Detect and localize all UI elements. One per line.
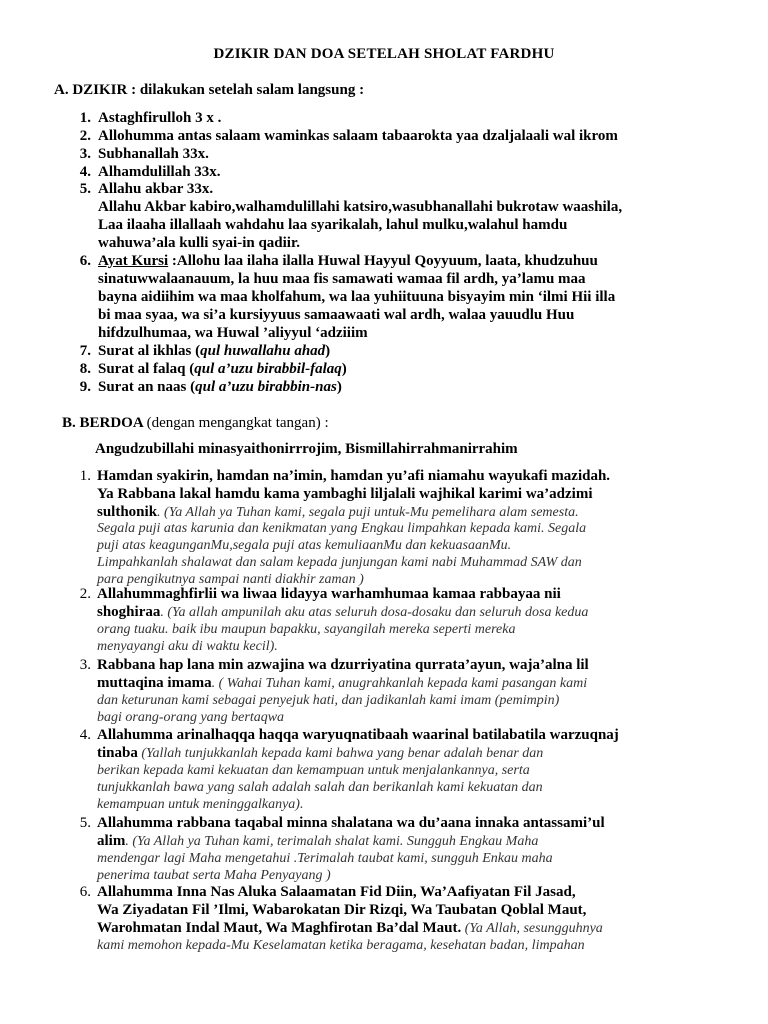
- item-number: 3.: [79, 657, 91, 673]
- dzikir-line: hifdzulhumaa, wa Huwal ’aliyyul ‘adziiim: [98, 325, 368, 341]
- translation-line: Segala puji atas karunia dan kenikmatan yang Engkau limpahkan kepada kami. Segala: [97, 521, 587, 536]
- translation-line: kemampuan untuk meninggalkanya).: [97, 797, 304, 812]
- dzikir-line: Allahu akbar 33x.: [98, 181, 214, 197]
- dzikir-line: bayna aidiihim wa maa kholfahum, wa laa yuhiituuna bisyayim min ‘ilmi Hii illa: [98, 289, 616, 305]
- page-title: DZIKIR DAN DOA SETELAH SHOLAT FARDHU: [213, 46, 555, 62]
- translation-line: dan keturunan kami sebagai penyejuk hati, dan jadikanlah kami imam (pemimpin): [97, 693, 560, 708]
- dzikir-line: Astaghfirulloh 3 x .: [98, 110, 222, 126]
- item-number: 4.: [79, 164, 91, 180]
- doa-line: Allahummaghfirlii wa liwaa lidayya warhamhumaa kamaa rabbayaa nii: [97, 586, 561, 602]
- dzikir-line: Subhanallah 33x.: [98, 146, 209, 162]
- item-number: 1.: [79, 110, 91, 126]
- dzikir-line: bi maa syaa, wa si’a kursiyyuus samaawaati wal ardh, walaa yauudlu Huu: [98, 307, 575, 323]
- dzikir-line: Laa ilaaha illallaah wahdahu laa syarikalah, lahul mulku,walahul hamdu: [98, 217, 568, 233]
- translation-line: tunjukkanlah bawa yang salah adalah salah dan berikanlah kami kekuatan dan: [97, 780, 543, 795]
- item-number: 7.: [79, 343, 91, 359]
- item-number: 6.: [79, 253, 91, 269]
- doa-line: Ya Rabbana lakal hamdu kama yambaghi liljalali wajhikal karimi wa’adzimi: [97, 486, 593, 502]
- dzikir-line: wahuwa’ala kulli syai-in qadiir.: [98, 235, 301, 251]
- item-number: 2.: [79, 128, 91, 144]
- dzikir-line: Allahu Akbar kabiro,walhamdulillahi katsiro,wasubhanallahi bukrotaw waashila,: [98, 199, 623, 215]
- dzikir-line: sinatuwwalaanauum, la huu maa fis samawati wamaa fil ardh, ya’lamu maa: [98, 271, 586, 287]
- translation-line: para pengikutnya sampai nanti diakhir zaman ): [97, 572, 364, 587]
- translation-line: kami memohon kepada-Mu Keselamatan ketika beragama, kesehatan badan, limpahan: [97, 938, 585, 953]
- surat-line: Surat an naas (qul a’uzu birabbin-nas): [98, 379, 342, 395]
- translation-line: berikan kepada kami kekuatan dan kemampuan untuk menjalankannya, serta: [97, 763, 530, 778]
- doa-line: shoghiraa. (Ya allah ampunilah aku atas seluruh dosa-dosaku dan seluruh dosa kedua: [97, 604, 589, 620]
- dzikir-line: Alhamdulillah 33x.: [98, 164, 221, 180]
- surat-line: Surat al falaq (qul a’uzu birabbil-falaq): [98, 361, 347, 377]
- doa-line: Allahumma Inna Nas Aluka Salaamatan Fid Diin, Wa’Aafiyatan Fil Jasad,: [97, 884, 576, 900]
- item-number: 6.: [79, 884, 91, 900]
- section-a-heading: A. DZIKIR : dilakukan setelah salam langsung :: [54, 82, 365, 98]
- item-number: 4.: [79, 727, 91, 743]
- item-number: 2.: [79, 586, 91, 602]
- opening-prayer: Angudzubillahi minasyaithonirrrojim, Bismillahirrahmanirrahim: [95, 441, 518, 457]
- dzikir-line: Allohumma antas salaam waminkas salaam tabaarokta yaa dzaljalaali wal ikrom: [98, 128, 618, 144]
- surat-line: Surat al ikhlas (qul huwallahu ahad): [98, 343, 331, 359]
- item-number: 8.: [79, 361, 91, 377]
- translation-line: puji atas keagunganMu,segala puji atas kemuliaanMu dan kekuasaanMu.: [97, 538, 512, 553]
- ayat-kursi-label: Ayat Kursi: [98, 253, 169, 269]
- doa-line: Warohmatan Indal Maut, Wa Maghfirotan Ba’dal Maut. (Ya Allah, sesungguhnya: [97, 920, 603, 936]
- item-number: 9.: [79, 379, 91, 395]
- ayat-kursi-line: Ayat Kursi :Allohu laa ilaha ilalla Huwal Hayyul Qoyyuum, laata, khudzuhuu: [98, 253, 598, 269]
- translation-line: Limpahkanlah shalawat dan salam kepada junjungan kami nabi Muhammad SAW dan: [97, 555, 582, 570]
- doa-line: sulthonik. (Ya Allah ya Tuhan kami, segala puji untuk-Mu pemelihara alam semesta.: [97, 504, 579, 520]
- doa-line: Hamdan syakirin, hamdan na’imin, hamdan yu’afi niamahu wayukafi mazidah.: [97, 468, 611, 484]
- doa-line: tinaba (Yallah tunjukkanlah kepada kami bahwa yang benar adalah benar dan: [97, 745, 544, 761]
- section-b-heading: B. BERDOA (dengan mengangkat tangan) :: [62, 415, 329, 431]
- doa-line: Rabbana hap lana min azwajina wa dzurriyatina qurrata’ayun, waja’alna lil: [97, 657, 589, 673]
- item-number: 5.: [79, 815, 91, 831]
- translation-line: mendengar lagi Maha mengetahui .Terimalah taubat kami, sungguh Enkau maha: [97, 851, 553, 866]
- doa-line: Wa Ziyadatan Fil ’Ilmi, Wabarokatan Dir Rizqi, Wa Taubatan Qoblal Maut,: [97, 902, 587, 918]
- translation-line: penerima taubat serta Maha Penyayang ): [97, 868, 331, 883]
- translation-line: menyayangi aku di waktu kecil).: [97, 639, 278, 654]
- item-number: 3.: [79, 146, 91, 162]
- doa-line: Allahumma arinalhaqqa haqqa waryuqnatibaah waarinal batilabatila warzuqnaj: [97, 727, 619, 743]
- doa-line: Allahumma rabbana taqabal minna shalatana wa du’aana innaka antassami’ul: [97, 815, 605, 831]
- item-number: 1.: [79, 468, 91, 484]
- doa-line: muttaqina imama. ( Wahai Tuhan kami, anugrahkanlah kepada kami pasangan kami: [97, 675, 588, 691]
- item-number: 5.: [79, 181, 91, 197]
- translation-line: orang tuaku. baik ibu maupun bapakku, sayangilah mereka seperti mereka: [97, 622, 516, 637]
- translation-line: bagi orang-orang yang bertaqwa: [97, 710, 285, 725]
- doa-line: alim. (Ya Allah ya Tuhan kami, terimalah shalat kami. Sungguh Engkau Maha: [97, 833, 539, 849]
